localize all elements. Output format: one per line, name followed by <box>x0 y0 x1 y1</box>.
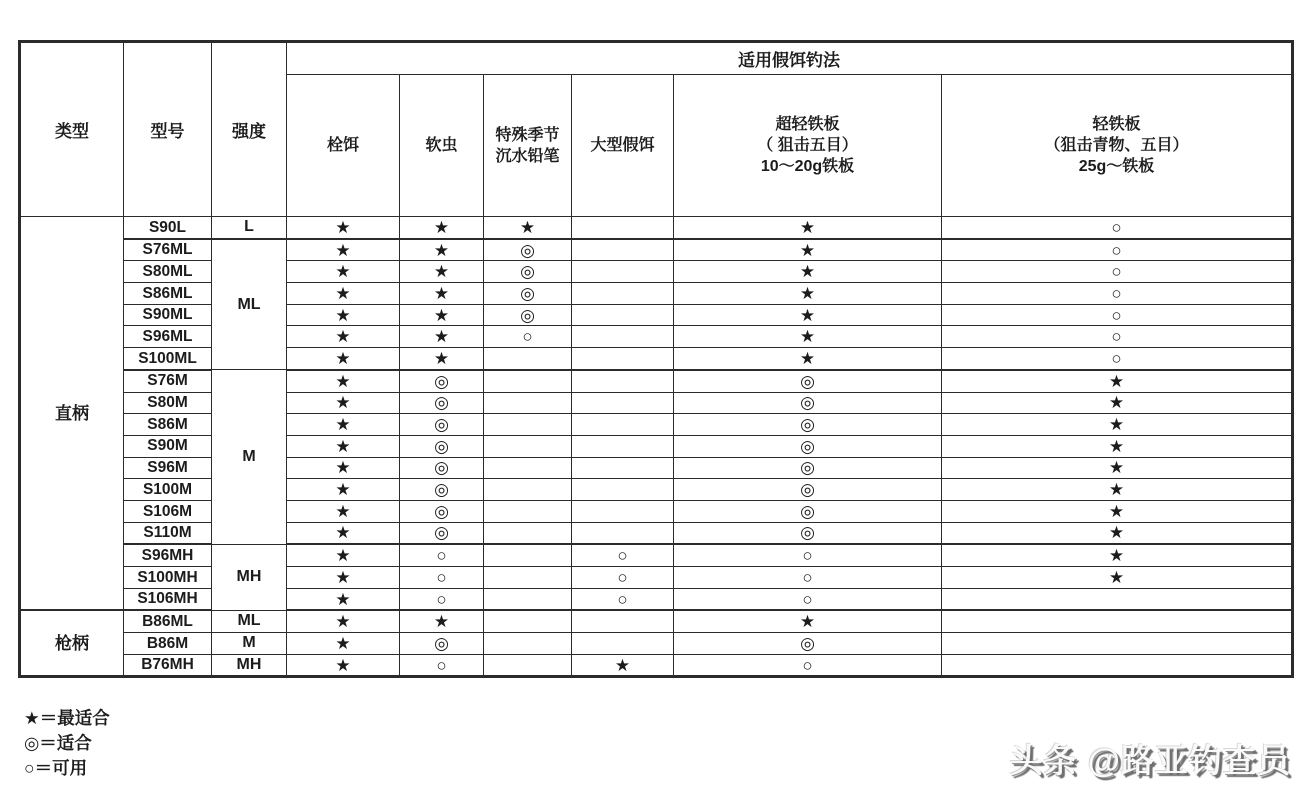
rating-cell-light-jig: ★ <box>942 392 1293 414</box>
model-cell: S86ML <box>124 283 212 305</box>
table-row <box>20 633 1293 655</box>
strength-group-label: ML <box>212 610 287 632</box>
table-row <box>20 326 1293 348</box>
rating-cell-soft-worm: ◎ <box>400 522 484 544</box>
rating-cell-sinking-pencil: ◎ <box>484 261 572 283</box>
rating-cell-ultralight-jig: ◎ <box>674 479 942 501</box>
rating-cell-soft-worm: ○ <box>400 544 484 566</box>
rating-cell-plug: ★ <box>287 217 400 239</box>
table-row <box>20 588 1293 610</box>
rating-cell-sinking-pencil <box>484 500 572 522</box>
rating-cell-ultralight-jig: ◎ <box>674 414 942 436</box>
rating-cell-plug: ★ <box>287 500 400 522</box>
rating-cell-ultralight-jig: ★ <box>674 326 942 348</box>
model-cell: S100MH <box>124 567 212 589</box>
rating-cell-plug: ★ <box>287 348 400 370</box>
rating-cell-soft-worm: ◎ <box>400 392 484 414</box>
rating-cell-soft-worm: ★ <box>400 217 484 239</box>
rating-cell-big-lure <box>572 435 674 457</box>
rating-cell-ultralight-jig: ◎ <box>674 500 942 522</box>
rating-cell-ultralight-jig: ★ <box>674 348 942 370</box>
table-row <box>20 457 1293 479</box>
rating-cell-sinking-pencil <box>484 567 572 589</box>
method-header-big-lure: 大型假饵 <box>572 75 674 217</box>
method-header-ultralight-jig: 超轻铁板 （ 狙击五目） 10～20g铁板 <box>674 75 942 217</box>
table-row <box>20 239 1293 261</box>
rating-cell-plug: ★ <box>287 392 400 414</box>
rating-cell-soft-worm: ★ <box>400 283 484 305</box>
rating-cell-sinking-pencil <box>484 457 572 479</box>
rating-cell-ultralight-jig: ◎ <box>674 392 942 414</box>
rating-cell-light-jig: ★ <box>942 544 1293 566</box>
rating-cell-ultralight-jig: ○ <box>674 567 942 589</box>
strength-group-label: MH <box>212 544 287 610</box>
rating-cell-plug: ★ <box>287 304 400 326</box>
model-cell: S110M <box>124 522 212 544</box>
rating-cell-sinking-pencil <box>484 392 572 414</box>
rating-cell-big-lure <box>572 479 674 501</box>
table-header <box>20 42 1293 217</box>
model-cell: S80M <box>124 392 212 414</box>
model-cell: S96MH <box>124 544 212 566</box>
table-row <box>20 567 1293 589</box>
rating-cell-sinking-pencil <box>484 370 572 392</box>
rating-cell-sinking-pencil: ◎ <box>484 239 572 261</box>
strength-group-label: M <box>212 370 287 545</box>
rating-cell-big-lure <box>572 326 674 348</box>
table-row <box>20 392 1293 414</box>
rating-cell-ultralight-jig: ★ <box>674 239 942 261</box>
rating-cell-big-lure <box>572 261 674 283</box>
table-row <box>20 261 1293 283</box>
rating-cell-sinking-pencil: ◎ <box>484 304 572 326</box>
rating-cell-light-jig: ★ <box>942 457 1293 479</box>
rating-cell-sinking-pencil <box>484 479 572 501</box>
rating-cell-big-lure <box>572 283 674 305</box>
rating-cell-soft-worm: ◎ <box>400 479 484 501</box>
model-cell: S106M <box>124 500 212 522</box>
model-cell: B86M <box>124 633 212 655</box>
rating-cell-big-lure <box>572 633 674 655</box>
model-cell: S76ML <box>124 239 212 261</box>
rating-cell-sinking-pencil <box>484 544 572 566</box>
rating-cell-plug: ★ <box>287 414 400 436</box>
rating-cell-ultralight-jig: ○ <box>674 654 942 677</box>
model-cell: S90ML <box>124 304 212 326</box>
rating-cell-ultralight-jig: ◎ <box>674 370 942 392</box>
rating-cell-plug: ★ <box>287 567 400 589</box>
rating-cell-sinking-pencil <box>484 610 572 632</box>
rating-cell-light-jig: ○ <box>942 304 1293 326</box>
model-cell: S76M <box>124 370 212 392</box>
rating-cell-ultralight-jig: ★ <box>674 283 942 305</box>
rating-cell-ultralight-jig: ○ <box>674 544 942 566</box>
rating-cell-big-lure <box>572 414 674 436</box>
rating-cell-soft-worm: ★ <box>400 261 484 283</box>
rating-cell-light-jig: ★ <box>942 370 1293 392</box>
model-cell: S96M <box>124 457 212 479</box>
rating-cell-light-jig: ★ <box>942 500 1293 522</box>
legend-item-best: ★＝最适合 <box>24 708 110 728</box>
rating-cell-ultralight-jig: ◎ <box>674 457 942 479</box>
model-cell: S96ML <box>124 326 212 348</box>
model-cell: S86M <box>124 414 212 436</box>
table-row <box>20 435 1293 457</box>
rating-cell-light-jig: ○ <box>942 239 1293 261</box>
rating-cell-sinking-pencil <box>484 633 572 655</box>
model-cell: B76MH <box>124 654 212 677</box>
rating-cell-ultralight-jig: ★ <box>674 610 942 632</box>
rating-cell-sinking-pencil <box>484 414 572 436</box>
rating-cell-soft-worm: ○ <box>400 588 484 610</box>
rating-cell-soft-worm: ◎ <box>400 435 484 457</box>
rating-cell-sinking-pencil <box>484 588 572 610</box>
rating-cell-plug: ★ <box>287 610 400 632</box>
model-cell: S100M <box>124 479 212 501</box>
rating-cell-light-jig: ★ <box>942 435 1293 457</box>
rating-cell-plug: ★ <box>287 239 400 261</box>
table-body <box>20 217 1293 677</box>
rating-cell-big-lure: ○ <box>572 588 674 610</box>
rating-cell-light-jig <box>942 633 1293 655</box>
model-cell: S80ML <box>124 261 212 283</box>
rating-cell-light-jig <box>942 588 1293 610</box>
table-row <box>20 500 1293 522</box>
model-cell: S90M <box>124 435 212 457</box>
rating-cell-big-lure: ○ <box>572 544 674 566</box>
rating-cell-ultralight-jig: ◎ <box>674 522 942 544</box>
model-cell: B86ML <box>124 610 212 632</box>
rating-cell-plug: ★ <box>287 654 400 677</box>
table-row <box>20 522 1293 544</box>
rating-cell-soft-worm: ◎ <box>400 370 484 392</box>
rating-cell-ultralight-jig: ★ <box>674 217 942 239</box>
rating-cell-soft-worm: ★ <box>400 326 484 348</box>
rating-cell-big-lure <box>572 522 674 544</box>
column-header-type: 类型 <box>20 42 124 217</box>
rating-cell-light-jig: ★ <box>942 567 1293 589</box>
rating-cell-big-lure: ★ <box>572 654 674 677</box>
column-header-strength: 强度 <box>212 42 287 217</box>
watermark: 头条 @路亚钓查员 <box>1009 742 1291 779</box>
rating-cell-light-jig: ○ <box>942 261 1293 283</box>
rating-cell-soft-worm: ◎ <box>400 457 484 479</box>
rating-cell-big-lure <box>572 500 674 522</box>
rating-cell-big-lure <box>572 304 674 326</box>
rating-cell-light-jig <box>942 610 1293 632</box>
rating-cell-soft-worm: ○ <box>400 654 484 677</box>
rating-cell-plug: ★ <box>287 479 400 501</box>
rating-cell-big-lure <box>572 610 674 632</box>
rating-cell-big-lure <box>572 457 674 479</box>
rating-cell-plug: ★ <box>287 283 400 305</box>
rating-cell-big-lure <box>572 370 674 392</box>
table-row <box>20 610 1293 632</box>
rating-cell-big-lure <box>572 392 674 414</box>
legend-item-usable: ○＝可用 <box>24 758 88 778</box>
rating-cell-plug: ★ <box>287 457 400 479</box>
rating-cell-plug: ★ <box>287 522 400 544</box>
rating-cell-sinking-pencil: ★ <box>484 217 572 239</box>
rating-cell-light-jig: ○ <box>942 348 1293 370</box>
table-row <box>20 348 1293 370</box>
rating-cell-plug: ★ <box>287 370 400 392</box>
rating-cell-big-lure <box>572 348 674 370</box>
legend <box>24 706 110 781</box>
rating-cell-sinking-pencil <box>484 522 572 544</box>
rating-cell-soft-worm: ○ <box>400 567 484 589</box>
rating-cell-ultralight-jig: ◎ <box>674 633 942 655</box>
table-row <box>20 479 1293 501</box>
method-header-light-jig: 轻铁板 （狙击青物、五目） 25g～铁板 <box>942 75 1293 217</box>
rating-cell-ultralight-jig: ○ <box>674 588 942 610</box>
rating-cell-big-lure <box>572 239 674 261</box>
rating-cell-soft-worm: ★ <box>400 304 484 326</box>
rating-cell-plug: ★ <box>287 261 400 283</box>
table-row <box>20 304 1293 326</box>
rating-cell-sinking-pencil <box>484 435 572 457</box>
strength-group-label: L <box>212 217 287 239</box>
type-group-label: 直柄 <box>20 217 124 611</box>
table-row <box>20 283 1293 305</box>
rating-cell-ultralight-jig: ◎ <box>674 435 942 457</box>
rating-cell-plug: ★ <box>287 326 400 348</box>
method-header-plug: 栓饵 <box>287 75 400 217</box>
strength-group-label: MH <box>212 654 287 677</box>
method-header-soft-worm: 软虫 <box>400 75 484 217</box>
strength-group-label: ML <box>212 239 287 370</box>
legend-item-suitable: ◎＝适合 <box>24 733 92 753</box>
rating-cell-ultralight-jig: ★ <box>674 304 942 326</box>
table-row <box>20 217 1293 239</box>
method-header-sinking-pencil: 特殊季节 沉水铅笔 <box>484 75 572 217</box>
rating-cell-big-lure: ○ <box>572 567 674 589</box>
type-group-label: 枪柄 <box>20 610 124 677</box>
rating-cell-light-jig: ○ <box>942 217 1293 239</box>
rating-cell-ultralight-jig: ★ <box>674 261 942 283</box>
rating-cell-light-jig: ★ <box>942 522 1293 544</box>
model-cell: S90L <box>124 217 212 239</box>
column-header-model: 型号 <box>124 42 212 217</box>
rating-cell-plug: ★ <box>287 544 400 566</box>
table-row <box>20 654 1293 677</box>
rating-cell-soft-worm: ◎ <box>400 414 484 436</box>
rating-cell-plug: ★ <box>287 633 400 655</box>
methods-group-header: 适用假饵钓法 <box>287 42 1293 75</box>
rating-cell-soft-worm: ★ <box>400 348 484 370</box>
rating-cell-plug: ★ <box>287 588 400 610</box>
table-row <box>20 544 1293 566</box>
rating-cell-soft-worm: ★ <box>400 610 484 632</box>
rating-cell-light-jig: ★ <box>942 479 1293 501</box>
rating-cell-sinking-pencil <box>484 654 572 677</box>
table-row <box>20 414 1293 436</box>
rating-cell-light-jig: ★ <box>942 414 1293 436</box>
rating-cell-soft-worm: ◎ <box>400 500 484 522</box>
rating-cell-big-lure <box>572 217 674 239</box>
strength-group-label: M <box>212 633 287 655</box>
rating-cell-sinking-pencil <box>484 348 572 370</box>
rating-cell-light-jig: ○ <box>942 326 1293 348</box>
model-cell: S100ML <box>124 348 212 370</box>
rating-cell-sinking-pencil: ◎ <box>484 283 572 305</box>
table-row <box>20 370 1293 392</box>
rating-cell-light-jig: ○ <box>942 283 1293 305</box>
rod-lure-spec-table <box>18 40 1294 678</box>
rating-cell-sinking-pencil: ○ <box>484 326 572 348</box>
rating-cell-soft-worm: ★ <box>400 239 484 261</box>
rating-cell-plug: ★ <box>287 435 400 457</box>
rating-cell-soft-worm: ◎ <box>400 633 484 655</box>
rating-cell-light-jig <box>942 654 1293 677</box>
model-cell: S106MH <box>124 588 212 610</box>
